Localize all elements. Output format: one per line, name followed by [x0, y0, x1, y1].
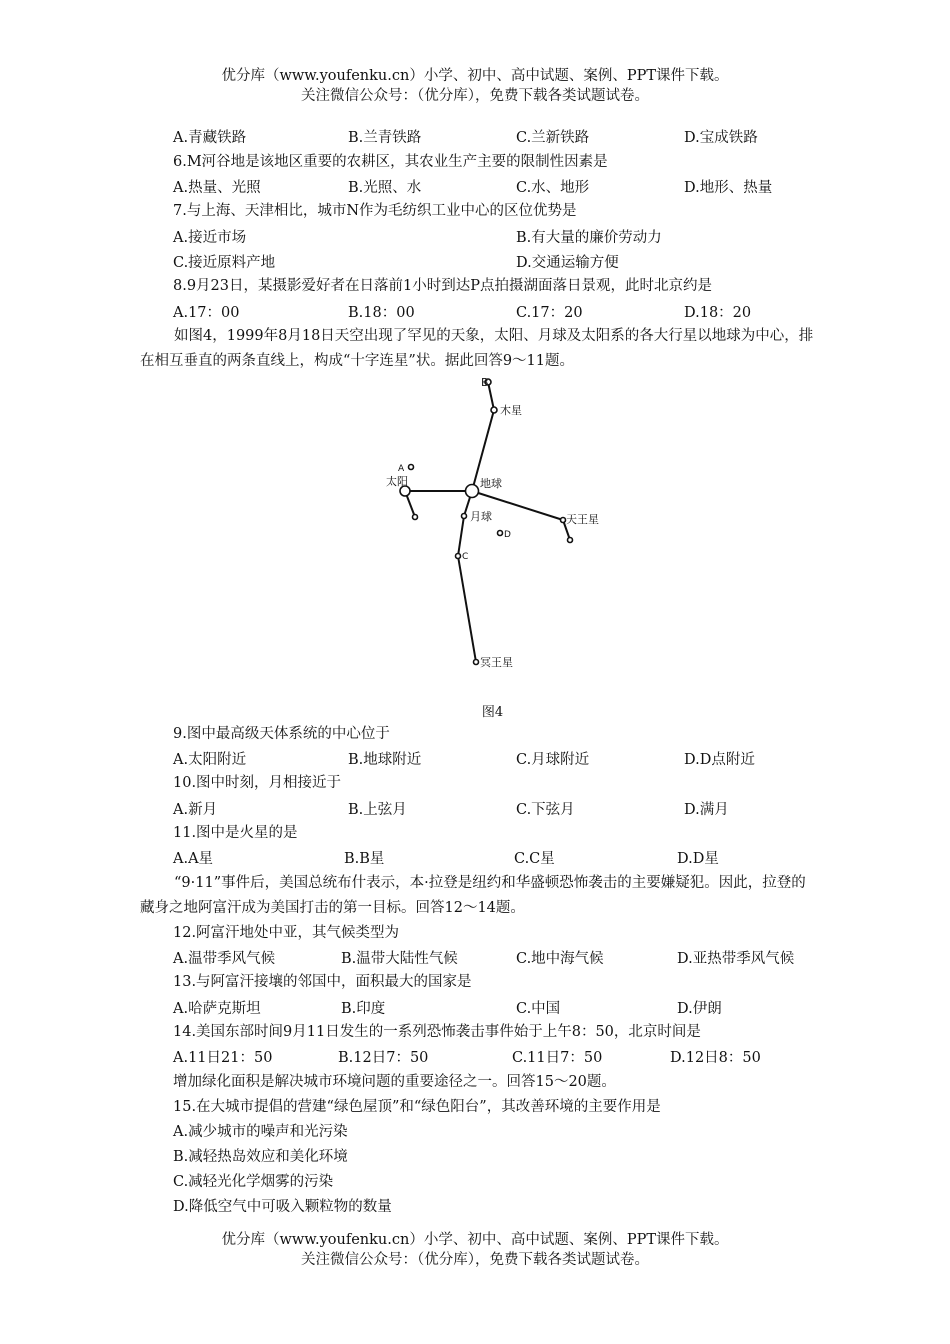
- point-d-marker: [498, 531, 503, 536]
- q8-option-b: B.18：00: [348, 305, 415, 321]
- q5-option-c: C.兰新铁路: [516, 130, 590, 146]
- q13-option-d: D.伊朗: [677, 1001, 722, 1017]
- intro-questions-12-14: “9·11”事件后，美国总统布什表示，本·拉登是纽约和华盛顿恐怖袭击的主要嫌疑犯。因此，拉登的藏身之地阿富汗成为美国打击的第一目标。回答12～14题。: [140, 875, 806, 916]
- q15-option-c: C.减轻光化学烟雾的污染: [173, 1174, 334, 1190]
- label-sun: 太阳: [386, 475, 408, 488]
- label-earth: 地球: [480, 477, 502, 490]
- q9-option-a: A.太阳附近: [173, 752, 247, 768]
- q12-option-a: A.温带季风气候: [173, 951, 276, 967]
- q15-option-b: B.减轻热岛效应和美化环境: [173, 1149, 348, 1165]
- label-c: C: [462, 552, 469, 562]
- q15-option-d: D.降低空气中可吸入颗粒物的数量: [173, 1199, 392, 1215]
- figure-4-diagram: [380, 370, 620, 680]
- label-pluto: 冥王星: [480, 656, 513, 669]
- q10-option-b: B.上弦月: [348, 802, 407, 818]
- q9-option-d: D.D点附近: [684, 752, 755, 768]
- q11-option-a: A.A星: [173, 851, 214, 867]
- q14-option-c: C.11日7：50: [512, 1050, 603, 1066]
- q15-option-a: A.减少城市的噪声和光污染: [173, 1124, 348, 1140]
- q5-option-d: D.宝成铁路: [684, 130, 758, 146]
- q12-stem: 12.阿富汗地处中亚，其气候类型为: [173, 925, 400, 941]
- page-header: [0, 66, 950, 106]
- line-c-pluto: [458, 556, 476, 662]
- page-footer: [0, 1230, 950, 1270]
- intro-questions-15-20: 增加绿化面积是解决城市环境问题的重要途径之一。回答15～20题。: [173, 1074, 616, 1090]
- q9-stem: 9.图中最高级天体系统的中心位于: [173, 726, 390, 742]
- q8-option-c: C.17：20: [516, 305, 583, 321]
- q6-option-b: B.光照、水: [348, 180, 422, 196]
- header-line-2: 关注微信公众号：（优分库），免费下载各类试题试卷。: [301, 88, 649, 104]
- intro-questions-9-11: 如图4，1999年8月18日天空出现了罕见的天象，太阳、月球及太阳系的各大行星以地球为中心，排在相互垂直的两条直线上，构成“十字连星”状。据此回答9～11题。: [140, 328, 814, 369]
- label-a: A: [398, 464, 405, 474]
- figure-caption: 图4: [481, 705, 504, 720]
- header-line-1: 优分库（www.youfenku.cn）小学、初中、高中试题、案例、PPT课件下载。: [221, 68, 729, 84]
- q11-option-d: D.D星: [677, 851, 719, 867]
- q7-option-b: B.有大量的廉价劳动力: [516, 230, 662, 246]
- footer-line-1: 优分库（www.youfenku.cn）小学、初中、高中试题、案例、PPT课件下载。: [221, 1232, 729, 1248]
- q5-option-b: B.兰青铁路: [348, 130, 422, 146]
- moon-marker: [462, 514, 467, 519]
- q10-stem: 10.图中时刻，月相接近于: [173, 775, 342, 791]
- sun-tail-marker: [413, 515, 418, 520]
- cross-planets-svg: [380, 370, 620, 680]
- label-b: B: [481, 376, 489, 389]
- line-moon-c: [458, 516, 464, 556]
- q13-option-b: B.印度: [341, 1001, 386, 1017]
- q14-option-a: A.11日21：50: [173, 1050, 273, 1066]
- q12-option-c: C.地中海气候: [516, 951, 604, 967]
- q5-option-a: A.青藏铁路: [173, 130, 247, 146]
- q6-option-a: A.热量、光照: [173, 180, 261, 196]
- point-a-marker: [409, 465, 414, 470]
- q12-option-d: D.亚热带季风气候: [677, 951, 795, 967]
- line-jupiter-b: [488, 382, 494, 410]
- pluto-marker: [474, 660, 479, 665]
- q15-stem: 15.在大城市提倡的营建“绿色屋顶”和“绿色阳台”，其改善环境的主要作用是: [173, 1099, 661, 1115]
- q10-option-d: D.满月: [684, 802, 729, 818]
- label-jupiter: 木星: [500, 404, 522, 417]
- q14-stem: 14.美国东部时间9月11日发生的一系列恐怖袭击事件始于上午8：50，北京时间是: [173, 1024, 701, 1040]
- q7-stem: 7.与上海、天津相比，城市N作为毛纺织工业中心的区位优势是: [173, 203, 577, 219]
- q7-option-a: A.接近市场: [173, 230, 247, 246]
- jupiter-marker: [491, 407, 497, 413]
- earth-marker: [466, 485, 479, 498]
- label-d: D: [504, 530, 511, 540]
- point-c-marker: [456, 554, 461, 559]
- q9-option-b: B.地球附近: [348, 752, 422, 768]
- q13-option-c: C.中国: [516, 1001, 561, 1017]
- q10-option-a: A.新月: [173, 802, 218, 818]
- q6-stem: 6.M河谷地是该地区重要的农耕区，其农业生产主要的限制性因素是: [173, 154, 608, 170]
- q7-option-c: C.接近原料产地: [173, 255, 276, 271]
- q14-option-b: B.12日7：50: [338, 1050, 429, 1066]
- q13-option-a: A.哈萨克斯坦: [173, 1001, 261, 1017]
- q11-option-c: C.C星: [514, 851, 555, 867]
- q10-option-c: C.下弦月: [516, 802, 575, 818]
- q7-option-d: D.交通运输方便: [516, 255, 619, 271]
- q9-option-c: C.月球附近: [516, 752, 590, 768]
- footer-line-2: 关注微信公众号：（优分库），免费下载各类试题试卷。: [301, 1252, 649, 1268]
- q8-stem: 8.9月23日，某摄影爱好者在日落前1小时到达P点拍摄湖面落日景观，此时北京约是: [173, 278, 712, 294]
- q11-stem: 11.图中是火星的是: [173, 825, 298, 841]
- q8-option-a: A.17：00: [173, 305, 240, 321]
- uranus-tail-marker: [568, 538, 573, 543]
- uranus-marker: [561, 518, 566, 523]
- q6-option-d: D.地形、热量: [684, 180, 773, 196]
- label-uranus: 天王星: [566, 513, 599, 526]
- label-moon: 月球: [470, 510, 492, 523]
- q6-option-c: C.水、地形: [516, 180, 590, 196]
- q11-option-b: B.B星: [344, 851, 385, 867]
- q8-option-d: D.18：20: [684, 305, 752, 321]
- q13-stem: 13.与阿富汗接壤的邻国中，面积最大的国家是: [173, 974, 472, 990]
- q14-option-d: D.12日8：50: [670, 1050, 761, 1066]
- q12-option-b: B.温带大陆性气候: [341, 951, 458, 967]
